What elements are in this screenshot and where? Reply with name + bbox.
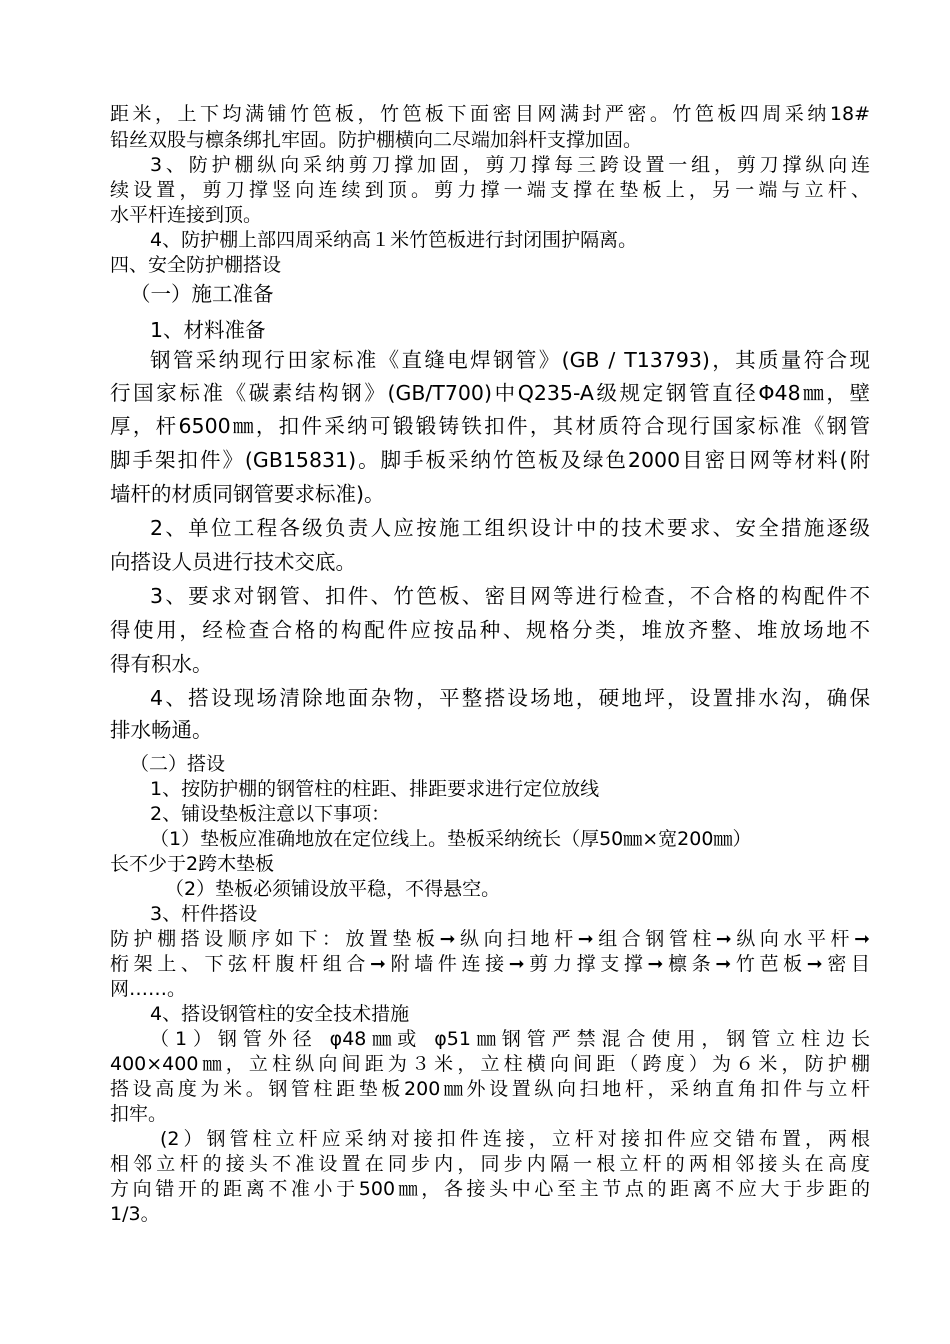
section-heading: 四、安全防护棚搭设 [110,254,282,276]
paragraph-line: 相邻立杆的接头不准设置在同步内，同步内隔一根立杆的两相邻接头在高度 [110,1153,870,1175]
paragraph-line: 4、防护棚上部四周采纳高１米竹笆板进行封闭围护隔离。 [150,229,638,251]
paragraph-line: 排水畅通。 [110,718,213,742]
paragraph-line: 网……。 [110,978,187,1000]
paragraph-line: 距米，上下均满铺竹笆板，竹笆板下面密目网满封严密。竹笆板四周采纳18# [110,103,870,125]
paragraph-line: 3、杆件搭设 [150,903,258,925]
paragraph-line: （1）钢管外径 φ48㎜或 φ51㎜钢管严禁混合使用，钢管立柱边长 [150,1028,870,1050]
paragraph-line: 桁架上、下弦杆腹杆组合➞附墙件连接➞剪力撑支撑➞檩条➞竹芭板➞密目 [110,953,870,975]
subsection-heading: （二）搭设 [130,753,226,775]
paragraph-line: 3、要求对钢管、扣件、竹笆板、密目网等进行检查，不合格的构配件不 [150,584,870,608]
paragraph-line: （2）垫板必须铺设放平稳，不得悬空。 [165,878,501,900]
paragraph-line: 水平杆连接到顶。 [110,204,263,226]
paragraph-line: 铅丝双股与檩条绑扎牢固。防护棚横向二尽端加斜杆支撑加固。 [110,129,643,151]
paragraph-line: 4、搭设现场清除地面杂物，平整搭设场地，硬地坪，设置排水沟，确保 [150,686,870,710]
paragraph-line: 2、铺设垫板注意以下事项： [150,803,391,825]
paragraph-line: 得使用，经检查合格的构配件应按品种、规格分类，堆放齐整、堆放场地不 [110,618,870,642]
paragraph-line: （1）垫板应准确地放在定位线上。垫板采纳统长（厚50㎜×宽200㎜） [150,828,752,850]
paragraph-line: 钢管采纳现行田家标准《直缝电焊钢管》(GB / T13793)，其质量符合现 [150,348,870,372]
paragraph-line: (2）钢管柱立杆应采纳对接扣件连接，立杆对接扣件应交错布置，两根 [160,1128,870,1150]
item-heading: 1、材料准备 [150,318,266,342]
paragraph-line: 搭设高度为米。钢管柱距垫板200㎜外设置纵向扫地杆，采纳直角扣件与立杆 [110,1078,870,1100]
paragraph-line: 扣牢。 [110,1103,168,1125]
paragraph-line: 4、搭设钢管柱的安全技术措施 [150,1003,410,1025]
paragraph-line: 3、防护棚纵向采纳剪刀撑加固，剪刀撑每三跨设置一组，剪刀撑纵向连 [150,154,870,176]
paragraph-line: 1/3。 [110,1203,160,1225]
paragraph-line: 方向错开的距离不准小于500㎜，各接头中心至主节点的距离不应大于步距的 [110,1178,870,1200]
paragraph-line: 防护棚搭设顺序如下：放置垫板➞纵向扫地杆➞组合钢管柱➞纵向水平杆➞ [110,928,870,950]
paragraph-line: 2、单位工程各级负责人应按施工组织设计中的技术要求、安全措施逐级 [150,516,870,540]
paragraph-line: 400×400㎜，立柱纵向间距为３米，立柱横向间距（跨度）为６米，防护棚 [110,1053,870,1075]
paragraph-line: 1、按防护棚的钢管柱的柱距、排距要求进行定位放线 [150,778,600,800]
paragraph-line: 墙杆的材质同钢管要求标准)。 [110,482,385,506]
paragraph-line: 长不少于2跨木垫板 [110,853,275,875]
subsection-heading: （一）施工准备 [130,282,274,306]
paragraph-line: 向搭设人员进行技术交底。 [110,550,356,574]
paragraph-line: 续设置，剪刀撑竖向连续到顶。剪力撑一端支撑在垫板上，另一端与立杆、 [110,179,870,201]
paragraph-line: 脚手架扣件》(GB15831)。脚手板采纳竹笆板及绿色2000目密日网等材料(附 [110,448,870,472]
paragraph-line: 行国家标准《碳素结构钢》(GB/T700)中Q235-A级规定钢管直径Φ48㎜，壁 [110,381,870,405]
paragraph-line: 得有积水。 [110,652,213,676]
paragraph-line: 厚，杆6500㎜，扣件采纳可锻锻铸铁扣件，其材质符合现行国家标准《钢管 [110,414,870,438]
